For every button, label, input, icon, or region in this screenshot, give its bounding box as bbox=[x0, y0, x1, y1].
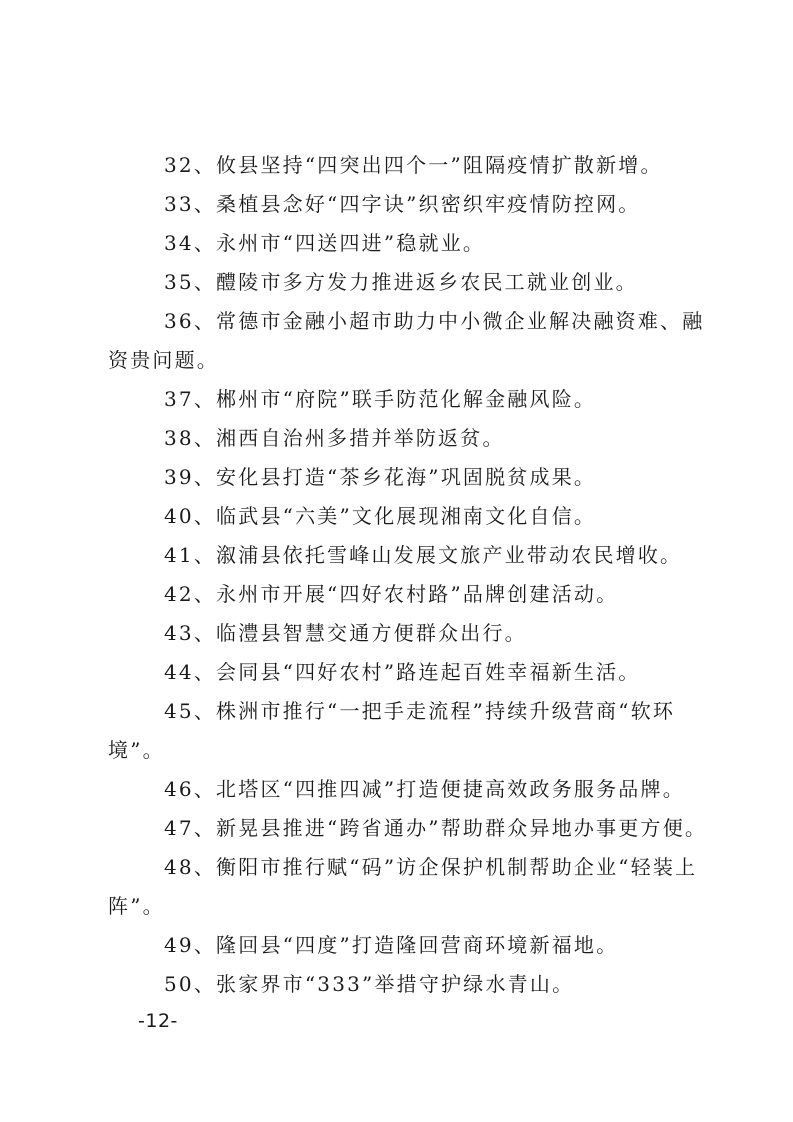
page-number: -12- bbox=[138, 1010, 178, 1032]
list-item: 38、湘西自治州多措并举防返贫。 bbox=[164, 426, 505, 450]
list-item: 42、永州市开展“四好农村路”品牌创建活动。 bbox=[164, 582, 619, 606]
list-item: 33、桑植县念好“四字诀”织密织牢疫情防控网。 bbox=[164, 192, 641, 216]
list-item: 32、攸县坚持“四突出四个一”阻隔疫情扩散新增。 bbox=[164, 153, 663, 177]
list-item: 43、临澧县智慧交通方便群众出行。 bbox=[164, 621, 527, 645]
list-item: 49、隆回县“四度”打造隆回营商环境新福地。 bbox=[164, 933, 619, 957]
list-item: 39、安化县打造“茶乡花海”巩固脱贫成果。 bbox=[164, 465, 597, 489]
list-item: 37、郴州市“府院”联手防范化解金融风险。 bbox=[164, 387, 597, 411]
list-item: 44、会同县“四好农村”路连起百姓幸福新生活。 bbox=[164, 660, 641, 684]
item-list bbox=[108, 146, 708, 1004]
list-item: 48、衡阳市推行赋“码”访企保护机制帮助企业“轻装上阵”。 bbox=[108, 855, 698, 918]
list-item: 40、临武县“六美”文化展现湘南文化自信。 bbox=[164, 504, 597, 528]
list-item: 45、株洲市推行“一把手走流程”持续升级营商“软环境”。 bbox=[108, 699, 676, 762]
list-item: 47、新晃县推进“跨省通办”帮助群众异地办事更方便。 bbox=[164, 816, 708, 840]
list-item: 34、永州市“四送四进”稳就业。 bbox=[164, 231, 486, 255]
list-item: 35、醴陵市多方发力推进返乡农民工就业创业。 bbox=[164, 270, 638, 294]
list-item: 50、张家界市“333”举措守护绿水青山。 bbox=[164, 972, 575, 996]
list-item: 41、溆浦县依托雪峰山发展文旅产业带动农民增收。 bbox=[164, 543, 683, 567]
list-item: 36、常德市金融小超市助力中小微企业解决融资难、融资贵问题。 bbox=[108, 309, 705, 372]
list-item: 46、北塔区“四推四减”打造便捷高效政务服务品牌。 bbox=[164, 777, 685, 801]
